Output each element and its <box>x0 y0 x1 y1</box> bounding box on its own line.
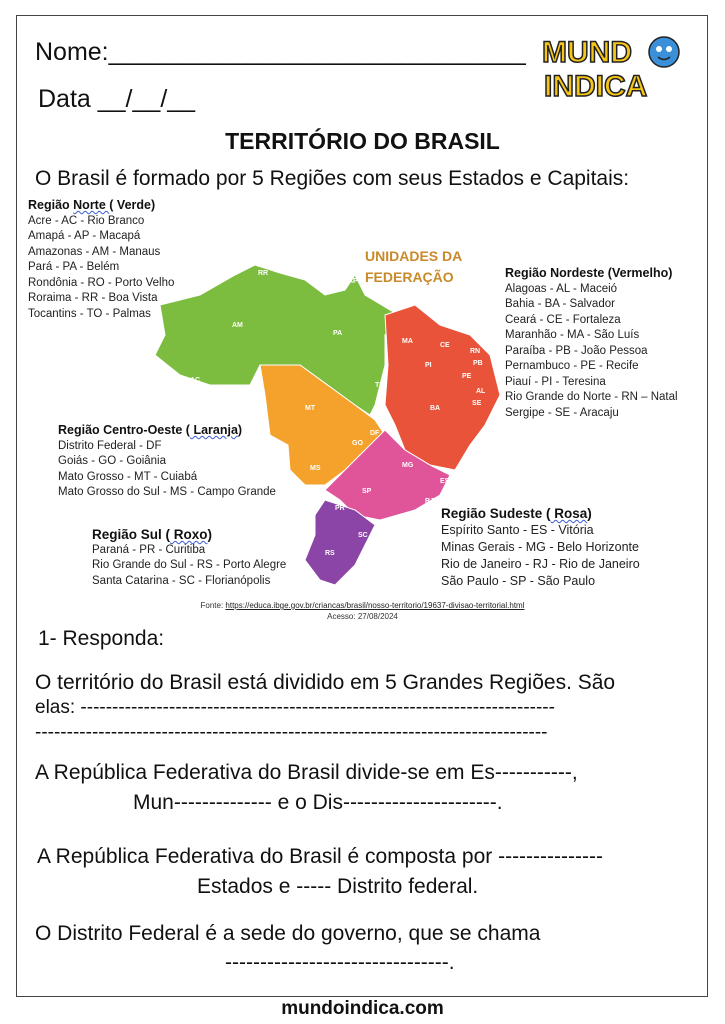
state-label: PB <box>473 360 483 367</box>
state-label: PR <box>335 505 345 512</box>
state-list-item: Tocantins - TO - Palmas <box>28 307 151 320</box>
question-4-answer-line[interactable]: --------------------------------. <box>225 951 455 974</box>
region-centro-oeste <box>58 423 276 501</box>
state-list-item: Amazonas - AM - Manaus <box>28 245 161 258</box>
state-list-item: Rio Grande do Sul - RS - Porto Alegre <box>92 559 287 571</box>
source-label: Fonte: <box>200 601 226 610</box>
state-list-item: Minas Gerais - MG - Belo Horizonte <box>441 540 639 554</box>
map-title-line1: UNIDADES DA <box>365 248 463 264</box>
source-link[interactable]: https://educa.ibge.gov.br/criancas/brasil/nosso-territorio/19637-divisao-territorial.html <box>225 601 525 610</box>
state-list-item: Roraima - RR - Boa Vista <box>28 292 158 304</box>
state-label: RR <box>258 270 269 277</box>
map-title-line2: FEDERAÇÃO <box>365 269 454 285</box>
state-label: SC <box>358 532 368 539</box>
state-list-item: Paraíba - PB - João Pessoa <box>505 344 648 357</box>
question-1-text: O território do Brasil está dividido em 5 Grandes Regiões. São <box>35 671 616 694</box>
region-title-underlined: Roxo <box>170 527 208 542</box>
source-citation <box>0 600 725 622</box>
svg-text:MUND: MUND <box>542 36 632 69</box>
state-label: RO <box>250 390 261 397</box>
state-list-item: Rio Grande do Norte - RN – Natal <box>505 391 678 403</box>
state-label: DF <box>370 430 380 437</box>
state-list-item: Rio de Janeiro - RJ - Rio de Janeiro <box>441 557 640 571</box>
state-label: RJ <box>425 498 434 505</box>
state-list-item: Pará - PA - Belém <box>28 261 120 273</box>
state-list-item: Ceará - CE - Fortaleza <box>505 313 621 326</box>
state-list-item: Mato Grosso do Sul - MS - Campo Grande <box>58 486 276 498</box>
question-3-text[interactable]: A República Federativa do Brasil é composta por --------------- <box>37 845 603 868</box>
date-field[interactable]: Data __/__/__ <box>38 85 196 113</box>
question-3-text-2[interactable]: Estados e ----- Distrito federal. <box>197 875 479 898</box>
region-title: Região <box>28 198 74 212</box>
region-title: Região Sul ( <box>92 527 171 542</box>
state-list-item: Piauí - PI - Teresina <box>505 375 606 388</box>
state-label: AC <box>190 377 201 384</box>
question-4-text: O Distrito Federal é a sede do governo, que se chama <box>35 922 541 945</box>
state-label: TO <box>375 382 385 389</box>
state-list-item: Alagoas - AL - Maceió <box>505 282 618 295</box>
state-label: ES <box>440 478 450 485</box>
logo <box>540 32 695 107</box>
region-title-underlined: Rosa <box>550 506 588 521</box>
state-label: BA <box>430 405 441 412</box>
question-2-text-2[interactable]: Mun-------------- e o Dis----------------------. <box>133 791 503 814</box>
questions-heading: 1- Responda: <box>38 627 165 650</box>
state-label: PI <box>425 362 432 369</box>
state-list-item: São Paulo - SP - São Paulo <box>441 574 596 588</box>
region-title-end: ) <box>237 423 243 437</box>
footer-website[interactable]: mundoindica.com <box>281 998 444 1019</box>
region-title-underlined: Laranja <box>189 423 238 437</box>
state-label: RS <box>325 550 335 557</box>
state-list-item: Goiás - GO - Goiânia <box>58 455 167 467</box>
state-list-item: Maranhão - MA - São Luís <box>505 329 640 341</box>
state-list-item: Bahia - BA - Salvador <box>505 298 615 310</box>
state-list-item: Mato Grosso - MT - Cuiabá <box>58 470 198 483</box>
state-label: MA <box>402 338 413 345</box>
question-2-text[interactable]: A República Federativa do Brasil divide-se em Es-----------, <box>35 761 578 784</box>
region-title-end: ) <box>207 527 213 542</box>
state-list-item: Acre - AC - Rio Branco <box>28 214 145 227</box>
state-label: AM <box>232 322 243 329</box>
question-1-answer-line[interactable]: elas: --------------------------------------------------------------------------- <box>35 697 555 718</box>
region-title: Região Sudeste ( <box>441 506 551 521</box>
region-title-end: ) <box>587 506 592 521</box>
state-label: CE <box>440 342 450 349</box>
state-label: PE <box>462 373 472 380</box>
region-title-color: ( Verde) <box>109 198 156 212</box>
region-title-underlined: Norte <box>73 198 110 212</box>
svg-text:INDICA: INDICA <box>544 70 648 102</box>
state-list-item: Paraná - PR - Curitiba <box>92 543 206 556</box>
state-label: MS <box>310 465 321 472</box>
question-1-answer-line-2[interactable]: --------------------------------------------------------------------------------- <box>35 722 548 743</box>
state-list-item: Rondônia - RO - Porto Velho <box>28 276 175 289</box>
region-nordeste <box>505 266 678 421</box>
state-list-item: Amapá - AP - Macapá <box>28 230 141 242</box>
state-list-item: Pernambuco - PE - Recife <box>505 360 639 372</box>
state-list-item: Distrito Federal - DF <box>58 439 162 452</box>
state-label: AP <box>348 278 358 285</box>
state-list-item: Sergipe - SE - Aracaju <box>505 406 619 419</box>
state-list-item: Santa Catarina - SC - Florianópolis <box>92 574 271 587</box>
region-title: Região Nordeste (Vermelho) <box>505 266 673 280</box>
state-label: GO <box>352 440 363 447</box>
region-title: Região Centro-Oeste ( <box>58 423 190 437</box>
state-label: MT <box>305 405 316 412</box>
state-label: SP <box>362 488 372 495</box>
name-field[interactable]: Nome:______________________________ <box>35 38 526 66</box>
region-sudeste <box>441 505 640 590</box>
state-list-item: Espírito Santo - ES - Vitória <box>441 523 594 537</box>
region-sul <box>92 527 286 589</box>
state-label: RN <box>470 348 481 355</box>
page-title: TERRITÓRIO DO BRASIL <box>225 128 500 154</box>
state-label: AL <box>476 388 486 395</box>
intro-text: O Brasil é formado por 5 Regiões com seus Estados e Capitais: <box>35 167 630 190</box>
state-label: SE <box>472 400 482 407</box>
access-date: Acesso: 27/08/2024 <box>327 612 398 621</box>
region-norte <box>28 198 174 322</box>
state-label: MG <box>402 462 414 469</box>
state-label: PA <box>333 330 343 337</box>
